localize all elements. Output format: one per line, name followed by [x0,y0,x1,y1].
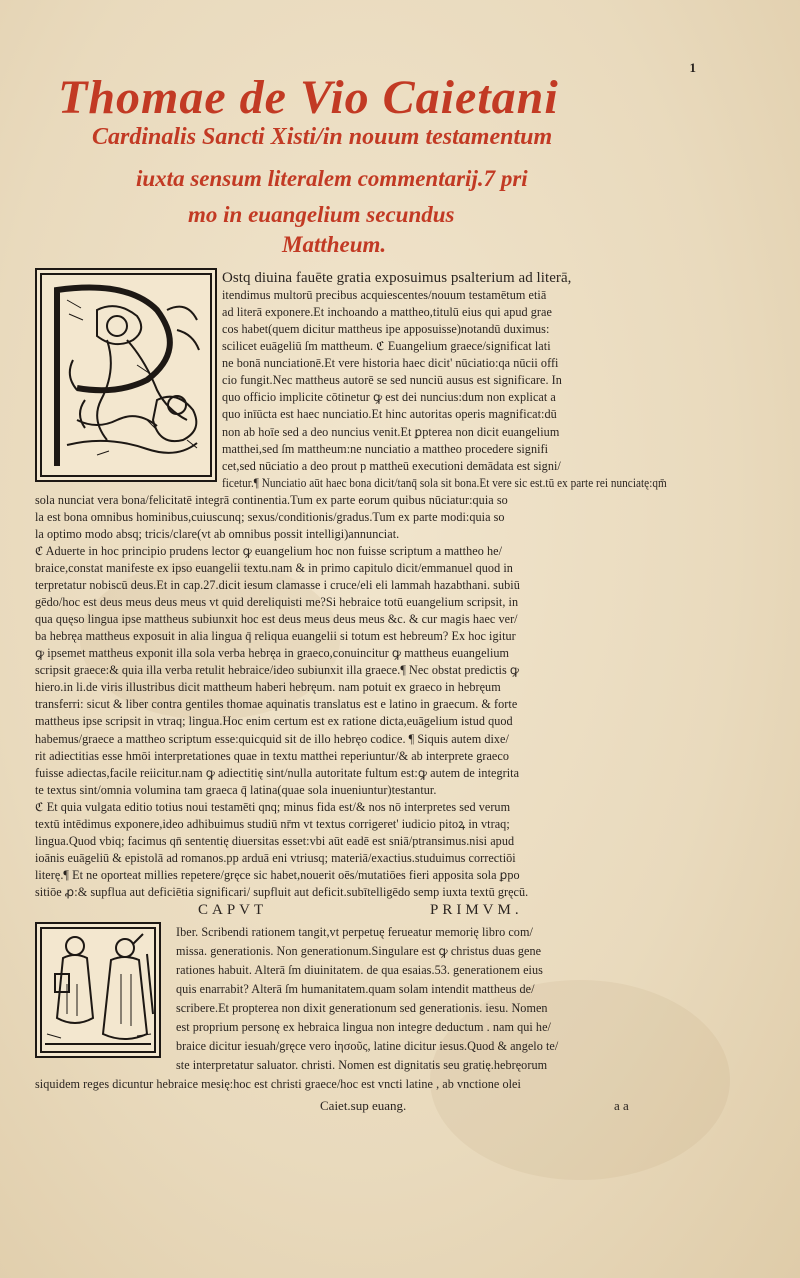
woodcut-figures-icon [37,270,215,480]
body-line: la est bona omnibus hominibus,cuiuscunq; sexus/conditionis/gradus.Tum ex parte modi:quia so [35,509,505,524]
chapter-line: braice dicitur iesuah/gręce vero ἰησοῦς, latine dicitur iesus.Quod & angelo te/ [176,1039,559,1053]
body-line: ficetur.¶ Nunciatio aūt haec bona dicit/tanq̄ sola sit bona.Et vere sic est.tū ex parte rei nunciatę:qm̄ [222,475,667,490]
woodcut-initial-illustration [35,268,217,482]
chapter-line: ste interpretatur saluator. christi. Nomen est dignitatis seu gratię.hebręorum [176,1058,548,1072]
body-line: scripsit graece:& quia illa verba retulit hebraice/ideo subiunxit illa graece.¶ Nec obstat predictis ꝙ [35,663,520,678]
chapter-line: est proprium personę ex hebraica lingua non integre deductum . nam qui he/ [176,1020,551,1034]
chapter-heading-primum: PRIMVM. [430,902,523,918]
body-line: terpretatur nobiscū deus.Et in cap.27.dicit iesum clamasse i cruce/eli eli lammah hazabthani. subiū [35,578,520,592]
body-line: hiero.in li.de viris illustribus dicit mattheum haberi hebręum. nam potuit ex graeco in hebręum [35,680,501,695]
title-line-2: Cardinalis Sancti Xisti/in nouum testamentum [92,124,553,150]
woodcut-two-figures-icon [37,924,159,1056]
body-line: ℭ Aduerte in hoc principio prudens lector ꝙ euangelium hoc non fuisse scriptum a mattheo he/ [35,543,503,558]
body-line: itendimus multorū precibus acquiescentes/nouum testamētum etiā [222,288,547,303]
body-line: literę.¶ Et ne oporteat millies repetere/gręce sic habet,nouerit oēs/mutatiōes fieri apposita sola ꝑpo [35,867,520,882]
chapter-line: Iber. Scribendi rationem tangit,vt perpetuę ferueatur memorię libro com/ [176,925,533,939]
body-line: matthei,sed ſm mattheum:ne nunciatio a mattheo procedere signifi [222,441,549,456]
body-line: Ostq diuina fauēte gratia exposuimus psalterium ad literā, [222,270,572,286]
body-line: quo inīūcta est haec nunciatio.Et hinc autoritas operis magnificat:dū [222,407,557,422]
body-line: qua quęso lingua ipse mattheus subiunxit hoc est deus meus deus meus &c. & cur magis haec ver/ [35,612,518,627]
chapter-line: missa. generationis. Non generationum.Singulare est ꝙ christus duas gene [176,944,542,958]
body-line: transferri: sicut & liber contra gentiles thomae aquinatis translatus est e latino in graecum. & forte [35,697,518,712]
signature-mark: a a [614,1098,629,1113]
body-line: cet,sed nūciatio a deo prout p mattheū executioni demādata est signi/ [222,458,561,473]
title-line-3: iuxta sensum literalem commentarij.7 pri [136,166,528,191]
body-line: la optimo modo absq; tricis/clare(vt ab omnibus possit intelligi)annunciat. [35,526,400,541]
body-line: cio fungit.Nec mattheus autorē se sed nunciū ausus est significare. In [222,373,562,388]
body-line: cos habet(quem dicitur mattheus ipe apposuisse)notandū duximus: [222,322,550,337]
body-line: ba hebręa mattheus exposuit in alia lingua q̄ reliqua euangelii si totum est hebreum? Ex hoc igitur [35,629,516,644]
title-line-5: Mattheum. [282,232,387,257]
body-line: scilicet euāgeliū ſm mattheum. ℭ Euangelium graece/significat lati [222,339,551,354]
body-line: textū intēdimus exponere,ideo adhibuimus studiū nr̄m vt textus corrigeret' iudicio pitoꝝ in vtraq; [35,816,510,831]
title-line-4: mo in euangelium secundus [188,202,455,227]
body-line: ad literā exponere.Et inchoando a mattheo,titulū eius qui apud grae [222,305,552,320]
body-line: lingua.Quod vbiq; facimus qn̄ sententię diuersitas esset:vbi aūt eadē est sniā/ptransimus.nisi apud [35,833,515,848]
body-line: ꝙ ipsemet mattheus exponit illa sola verba hebręa in graeco,conuincitur ꝙ mattheus euangelium [35,646,510,661]
body-line: quo officio implicite cōtinetur ꝙ est dei nuncius:dum non explicat a [222,390,556,405]
body-line: rit adiectitias esse hmōi interpretationes quae in textu matthei reperiuntur/& ab interprete graeco [35,748,509,763]
body-line: gēdo/hoc est deus meus deus meus vt quid dereliquisti me?Si hebraice totū euangelium scripsit, in [35,595,519,610]
body-line: ℭ Et quia vulgata editio totius noui testamēti qnq; minus fida est/& nos nō interpretes sed verum [35,799,511,814]
body-line: sola nunciat vera bona/felicitatē integrā continentia.Tum ex parte eorum quibus nūciatur:quia so [35,492,508,507]
chapter-line: scribere.Et propterea non dixit generationum sed generationis. iesu. Nomen [176,1001,548,1015]
body-line: sitiōe ꝓ:& supflua aut deficiētia significari/ supfluit aut deficit.subītelligēdo semp iuxta textū gręcū. [35,885,529,899]
body-line: ne bonā nunciationē.Et vere historia haec dicit' nūciatio:qa nūcii offi [222,356,559,371]
body-line: mattheus ipse scripsit in vtraq; lingua.Hoc enim certum est ex ratione dicta,euāgelium istud quod [35,714,513,729]
body-line: non ab hoīe sed a deo nuncius venit.Et ꝑpterea non dicit euangelium [222,424,560,439]
catchword: Caiet.sup euang. [320,1098,407,1113]
body-line: ioānis euāgeliū & epistolā ad romanos.pp arduā eni vtriusq; materiā/exactius.studuimus correctiōi [35,850,516,865]
body-line: te textus sint/omnia volumina tam graeca q̄ latina(quae sola inueniuntur)testantur. [35,782,437,797]
chapter-line: quis enarrabit? Alterā ſm humanitatem.quam solam intendit mattheus de/ [176,982,535,996]
body-line: habemus/graece a mattheo scriptum esse:quicquid sit de illo hebręo codice. ¶ Siquis autem dixe/ [35,731,509,746]
chapter-line: rationes habuit. Alterā ſm diuinitatem. de qua esaias.53. generationem eius [176,963,543,977]
woodcut-chapter-illustration [35,922,161,1058]
chapter-heading-caput: CAPVT [198,902,268,918]
body-line: fuisse adiectas,facile reiicitur.nam ꝙ adiectitię sint/nulla autoritate fultum est:ꝙ autem de integrita [35,765,520,780]
chapter-line: siquidem reges dicuntur hebraice mesię:hoc est christi graece/hoc est vncti latine , ab vnctione olei [35,1077,521,1091]
title-line-1: Thomae de Vio Caietani [58,71,559,124]
folio-number: 1 [689,60,696,75]
body-line: braice,constat manifeste ex ipso euangelii textu.nam & in primo capitulo dicit/emmanuel quod in [35,560,513,575]
